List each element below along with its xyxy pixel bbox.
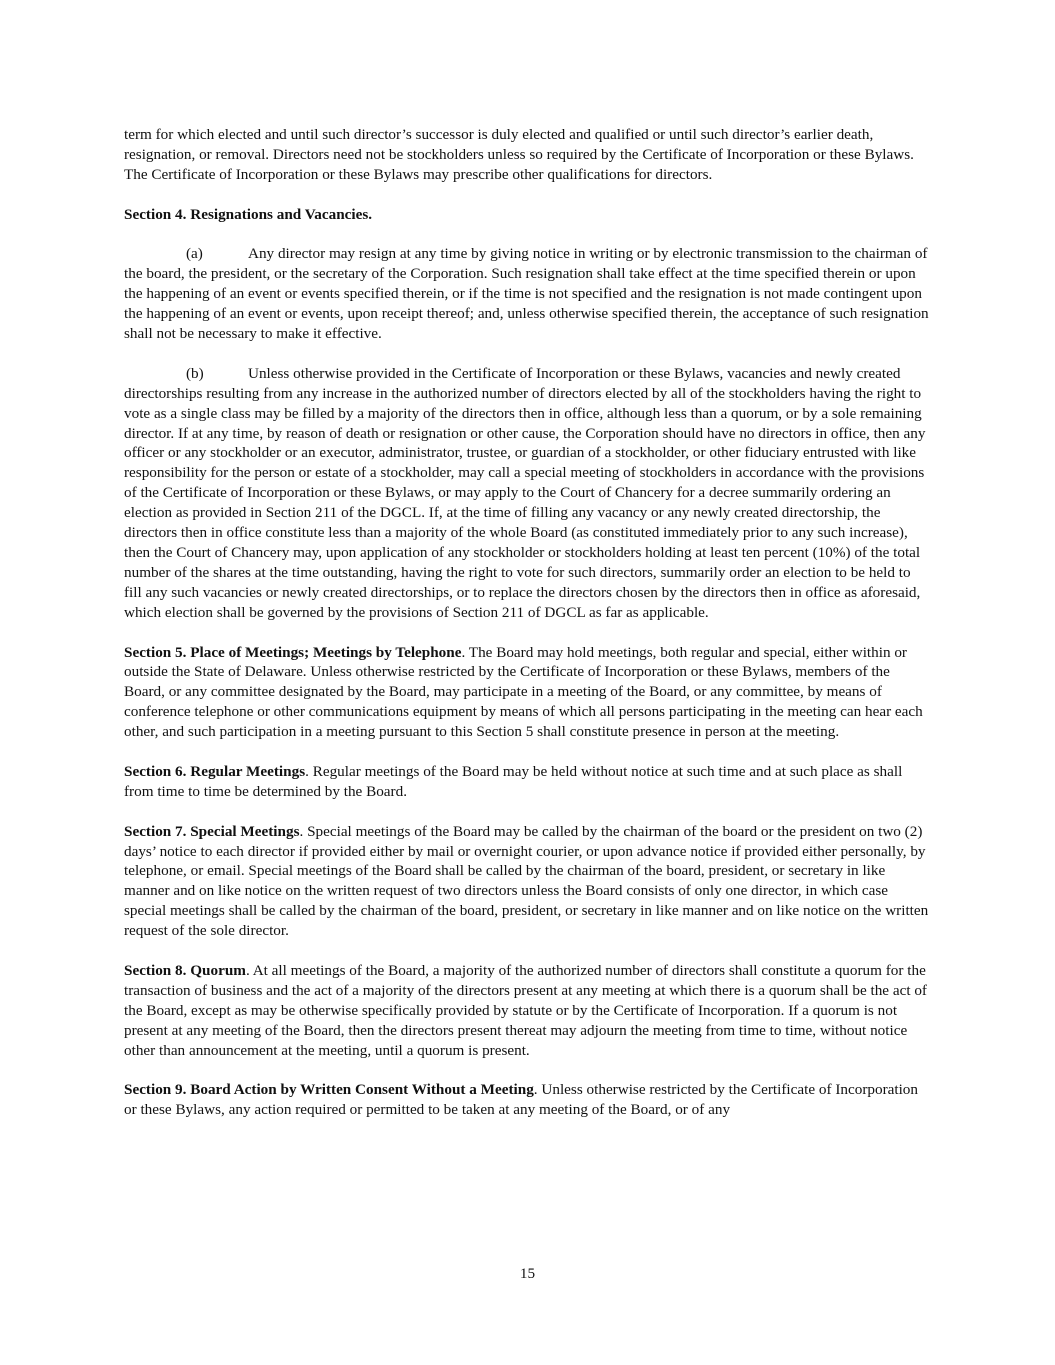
section-7-heading: Section 7. Special Meetings: [124, 822, 300, 840]
section-8-heading: Section 8. Quorum: [124, 961, 246, 979]
paragraph-a-text: Any director may resign at any time by giving notice in writing or by electronic transmission to the chairman of the board, the president, or the secretary of the Corporation. Such resignation shall take effect at the time specified therein or upon the happening of an event or events specified therein, or if the time is not specified and the resignation is not made contingent upon the happening of an event or events, upon receipt thereof; and, unless otherwise specified therein, the acceptance of such resignation shall not be necessary to make it effective.: [124, 245, 929, 343]
section-9-heading: Section 9. Board Action by Written Consent Without a Meeting: [124, 1081, 534, 1099]
section-5-text: . The Board may hold meetings, both regular and special, either within or outside the State of Delaware. Unless otherwise restricted by the Certificate of Incorporation or these Bylaws, members of the Board, or any committee designated by the Board, may participate in a meeting of the Board, or any committee, by means of conference telephone or other communications equipment by means of which all persons participating in the meeting can hear each other, and such participation in a meeting pursuant to this Section 5 shall constitute presence in person at the meeting.: [124, 643, 923, 741]
section-4-heading-text: Section 4. Resignations and Vacancies.: [124, 205, 373, 223]
section-4-paragraph-b: [124, 364, 932, 623]
section-5-heading: Section 5. Place of Meetings; Meetings by Telephone: [124, 643, 462, 661]
section-9-text: . Unless otherwise restricted by the Certificate of Incorporation or these Bylaws, any action required or permitted to be taken at any meeting of the Board, or of any: [124, 1081, 918, 1119]
section-4-heading: [124, 205, 932, 225]
section-8-paragraph: [124, 961, 932, 1061]
section-7-paragraph: [124, 822, 932, 941]
section-9-paragraph: [124, 1080, 932, 1120]
section-5-paragraph: [124, 643, 932, 743]
paragraph-b-text: Unless otherwise provided in the Certificate of Incorporation or these Bylaws, vacancies and newly created directorships resulting from any increase in the authorized number of directors elected by all of the stockholders having the right to vote as a single class may be filled by a majority of the directors then in office, although less than a quorum, or by a sole remaining director. If at any time, by reason of death or resignation or other cause, the Corporation should have no directors in office, then any officer or any stockholder or an executor, administrator, trustee, or guardian of a stockholder, or other fiduciary entrusted with like responsibility for the person or estate of a stockholder, may call a special meeting of stockholders in accordance with the provisions of the Certificate of Incorporation or these Bylaws, or may apply to the Court of Chancery for a decree summarily ordering an election as provided in Section 211 of the DGCL. If, at the time of filling any vacancy or any newly created directorship, the directors then in office constitute less than a majority of the whole Board (as constituted immediately prior to any such increase), then the Court of Chancery may, upon application of any stockholder or stockholders holding at least ten percent (10%) of the total number of the shares at the time outstanding, having the right to vote for such directors, summarily order an election to be held to fill any such vacancies or newly created directorships, or to replace the directors chosen by the directors then in office as aforesaid, which election shall be governed by the provisions of Section 211 of DGCL as far as applicable.: [124, 364, 926, 621]
paragraph-b-label: (b): [186, 364, 204, 382]
continuation-paragraph: term for which elected and until such director’s successor is duly elected and qualified or until such director’s earlier death, resignation, or removal. Directors need not be stockholders unless so required by the Certificate of Incorporation or these Bylaws. The Certificate of Incorporation or these Bylaws may prescribe other qualifications for directors.: [124, 126, 914, 183]
section-6-heading: Section 6. Regular Meetings: [124, 762, 306, 780]
section-8-text: . At all meetings of the Board, a majority of the authorized number of directors shall constitute a quorum for the transaction of business and the act of a majority of the directors present at any meeting at which there is a quorum shall be the act of the Board, except as may be otherwise specifically provided by statute or by the Certificate of Incorporation. If a quorum is not present at any meeting of the Board, then the directors present thereat may adjourn the meeting from time to time, without notice other than announcement at the meeting, until a quorum is present.: [124, 961, 927, 1059]
page-number: 15: [519, 1265, 536, 1282]
section-6-text: . Regular meetings of the Board may be held without notice at such time and at such place as shall from time to time be determined by the Board.: [124, 762, 903, 800]
section-7-text: . Special meetings of the Board may be called by the chairman of the board or the president on two (2) days’ notice to each director if provided either by mail or overnight courier, or upon advance notice if provided either personally, by telephone, or email. Special meetings of the Board shall be called by the chairman of the board, president, or secretary in like manner and on like notice on the written request of two directors unless the Board consists of only one director, in which case special meetings shall be called by the chairman of the board, president, or secretary in like manner and on like notice on the written request of the sole director.: [124, 822, 929, 940]
section-6-paragraph: [124, 762, 932, 802]
section-4-paragraph-a: [124, 244, 932, 344]
document-page: [124, 125, 932, 1140]
paragraph-a-label: (a): [186, 245, 203, 263]
